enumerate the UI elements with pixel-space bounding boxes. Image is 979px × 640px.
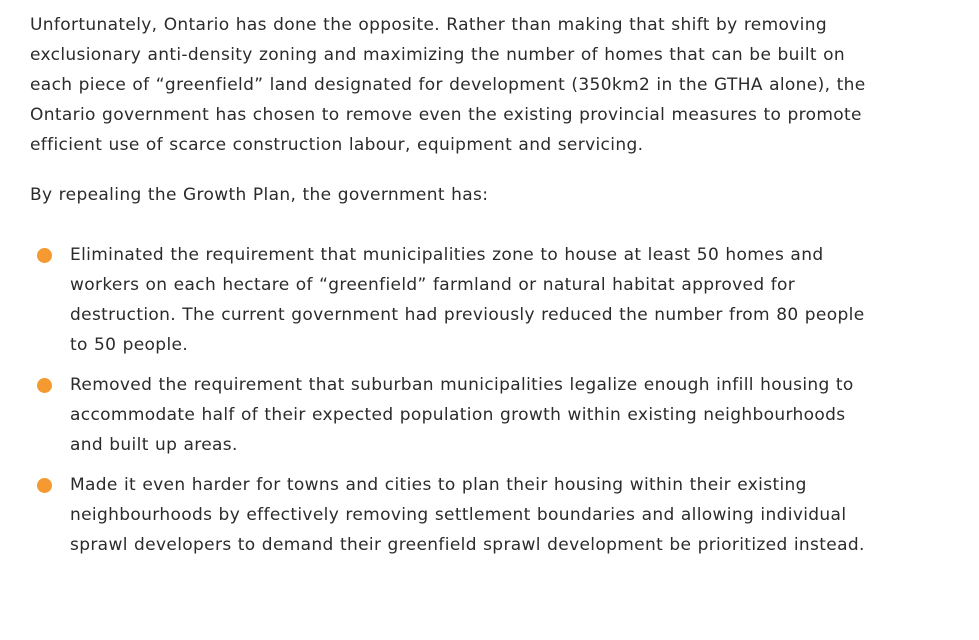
list-item-text: Made it even harder for towns and cities to plan their housing within their existing neighbourhoods by effectively removing settlement boundaries and allowing individual sprawl developers to demand their greenfield sprawl development be prioritized instead. [70,475,865,555]
list-item [30,240,870,360]
bullet-dot-icon [37,478,52,493]
paragraph-intro: Unfortunately, Ontario has done the opposite. Rather than making that shift by removing exclusionary anti-density zoning and maximizing the number of homes that can be built on each piece of “greenfield” land designated for development (350km2 in the GTHA alone), the Ontario government has chosen to remove even the existing provincial measures to promote efficient use of scarce construction labour, equipment and servicing. [30,15,866,155]
list-item-text: Eliminated the requirement that municipalities zone to house at least 50 homes and workers on each hectare of “greenfield” farmland or natural habitat approved for destruction. The current government had previously reduced the number from 80 people to 50 people. [70,245,865,355]
bullet-dot-icon [37,248,52,263]
article-body [30,10,870,570]
list-item [30,470,870,560]
bullet-dot-icon [37,378,52,393]
list-item-text: Removed the requirement that suburban municipalities legalize enough infill housing to accommodate half of their expected population growth within existing neighbourhoods and built up areas. [70,375,854,455]
bullet-list [30,240,870,560]
list-item [30,370,870,460]
paragraph-growth-plan: By repealing the Growth Plan, the government has: [30,185,489,205]
